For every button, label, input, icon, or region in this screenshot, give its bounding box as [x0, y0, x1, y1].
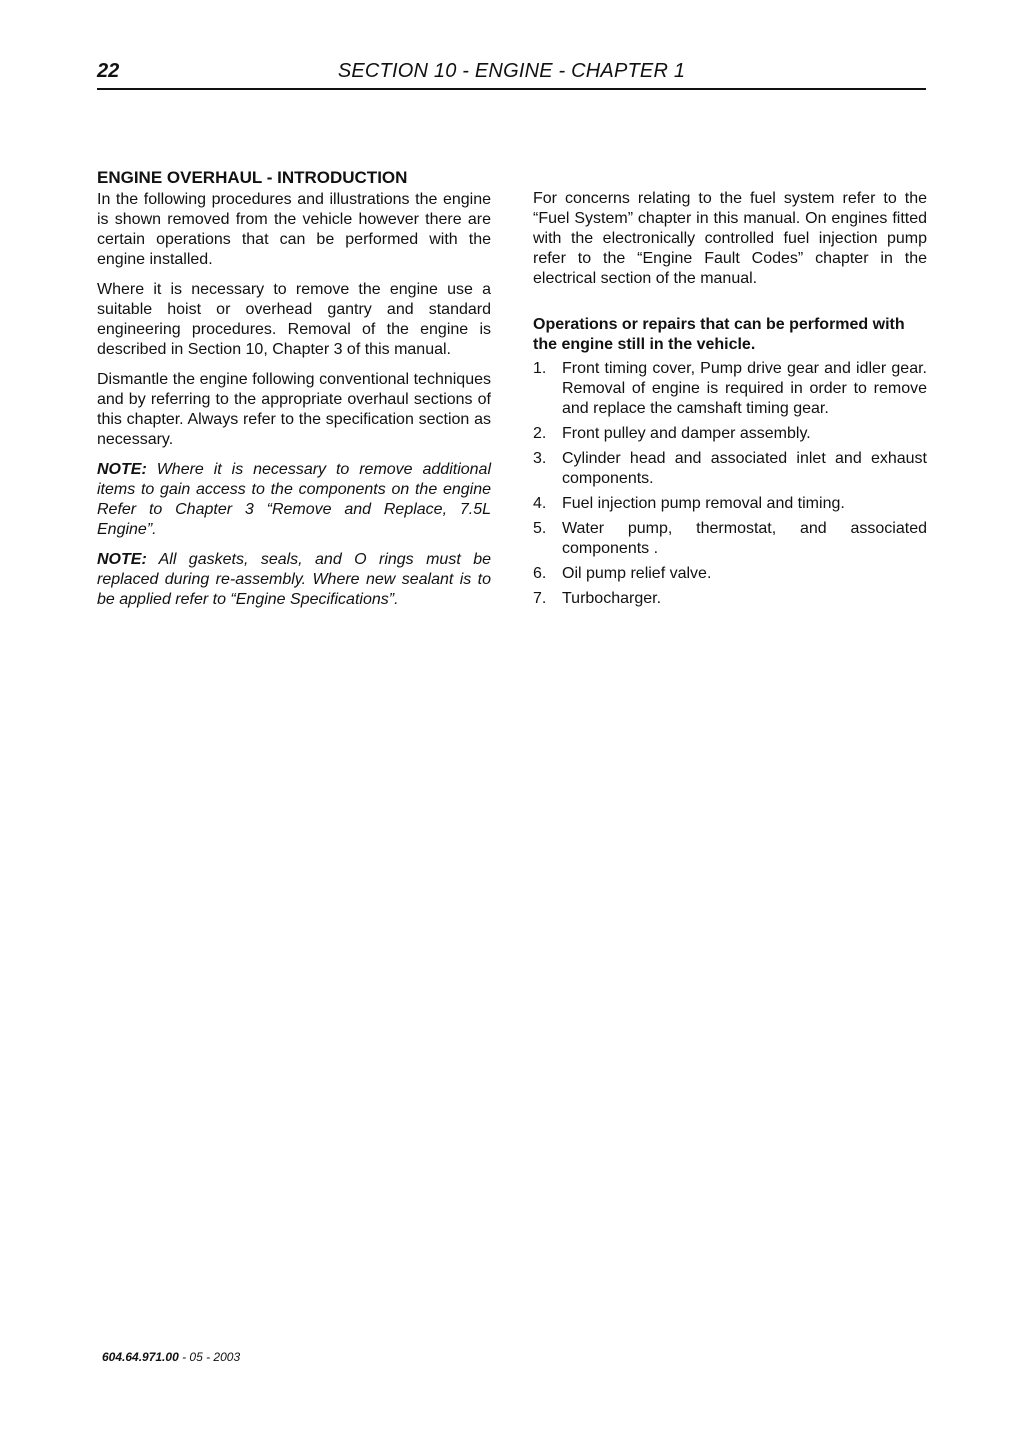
item-number: 6.	[533, 565, 547, 582]
item-text: Turbocharger.	[562, 590, 662, 607]
list-item	[533, 564, 927, 584]
list-item	[533, 494, 927, 514]
list-item	[533, 359, 927, 419]
item-text: Front pulley and damper assembly.	[562, 425, 811, 442]
intro-paragraph: In the following procedures and illustrations the engine is shown removed from the vehicle however there are certain operations that can be performed with the engine installed.	[97, 191, 491, 268]
document-code: 604.64.971.00	[102, 1350, 179, 1364]
item-text: Front timing cover, Pump drive gear and idler gear. Removal of engine is required in order to remove and replace the camshaft timing gear.	[562, 360, 927, 417]
page-header	[97, 58, 926, 90]
section-heading: ENGINE OVERHAUL - INTRODUCTION	[97, 168, 408, 187]
item-number: 3.	[533, 450, 547, 467]
dismantle-paragraph: Dismantle the engine following conventional techniques and by referring to the appropriate overhaul sections of this chapter. Always refer to the specification section as necessary.	[97, 371, 491, 448]
operations-list	[533, 359, 927, 609]
page-footer	[102, 1350, 240, 1364]
note-text: Where it is necessary to remove additional items to gain access to the components on the engine Refer to Chapter 3 “Remove and Replace, 7.5L Engine”.	[97, 461, 491, 538]
list-item	[533, 424, 927, 444]
item-number: 4.	[533, 495, 547, 512]
item-text: Cylinder head and associated inlet and exhaust components.	[562, 450, 927, 487]
note-additional-items	[97, 460, 491, 540]
page-number: 22	[97, 60, 120, 82]
fuel-system-paragraph: For concerns relating to the fuel system refer to the “Fuel System” chapter in this manual. On engines fitted with the electronically controlled fuel injection pump refer to the “Engine Fault Codes” chapter in the electrical section of the manual.	[533, 190, 927, 287]
item-text: Oil pump relief valve.	[562, 565, 712, 582]
list-item	[533, 449, 927, 489]
list-item	[533, 519, 927, 559]
document-date: 05 - 2003	[189, 1350, 241, 1364]
list-item	[533, 589, 927, 609]
item-number: 5.	[533, 520, 547, 537]
item-number: 2.	[533, 425, 547, 442]
note-gaskets	[97, 550, 491, 610]
footer-separator: -	[178, 1350, 190, 1364]
item-text: Water pump, thermostat, and associated components .	[562, 520, 927, 557]
note-label: NOTE:	[97, 461, 147, 478]
note-label: NOTE:	[97, 551, 147, 568]
operations-subheading: Operations or repairs that can be performed with the engine still in the vehicle.	[533, 316, 905, 353]
item-number: 7.	[533, 590, 547, 607]
removal-paragraph: Where it is necessary to remove the engine use a suitable hoist or overhead gantry and standard engineering procedures. Removal of the engine is described in Section 10, Chapter 3 of this manual.	[97, 281, 491, 358]
item-text: Fuel injection pump removal and timing.	[562, 495, 845, 512]
left-column	[97, 167, 491, 620]
section-title: SECTION 10 - ENGINE - CHAPTER 1	[337, 60, 686, 82]
item-number: 1.	[533, 360, 547, 377]
right-column	[533, 189, 927, 614]
note-text: All gaskets, seals, and O rings must be replaced during re-assembly. Where new sealant is to be applied refer to “Engine Specifications”.	[97, 551, 491, 608]
